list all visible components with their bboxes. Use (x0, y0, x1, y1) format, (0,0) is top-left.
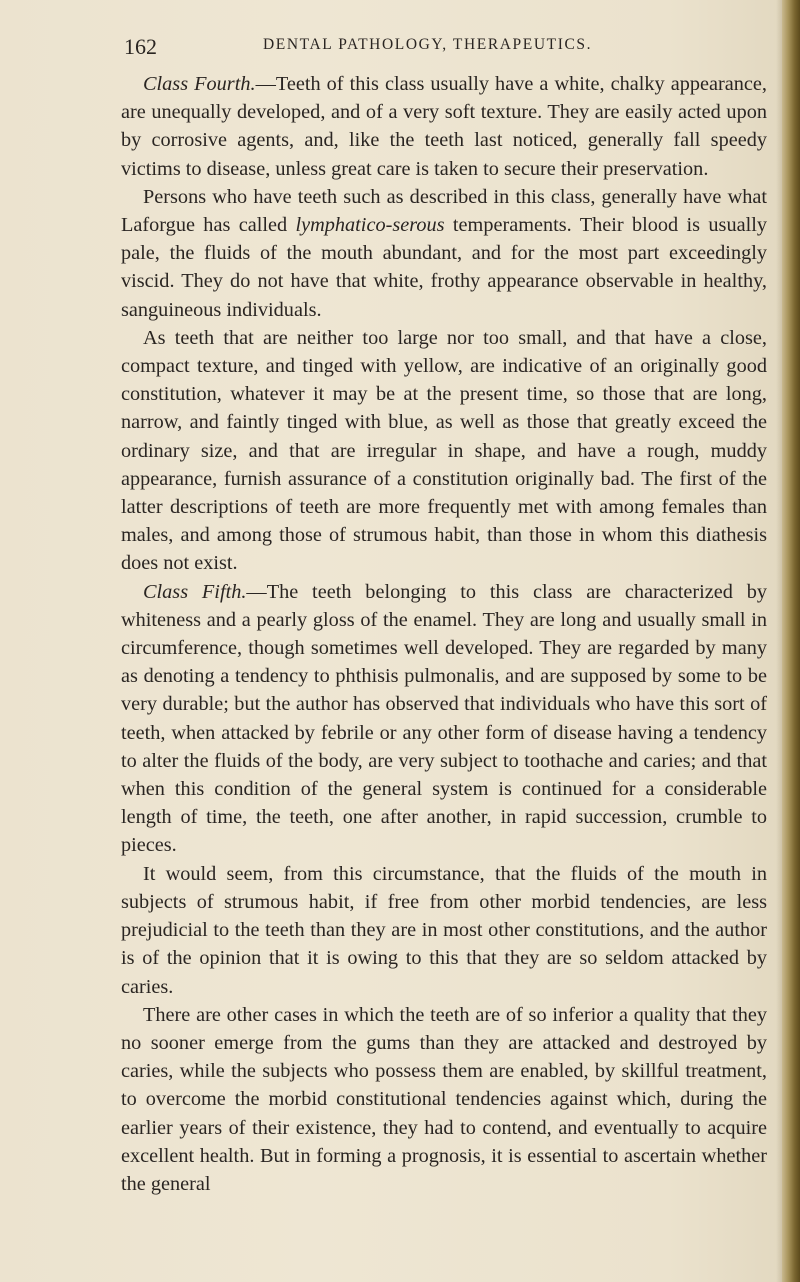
paragraph-text: As teeth that are neither too large nor too small, and that have a close, compact texture, and tinged with yellow, are indicative of an originally good constitution, whatever it may be at the present time, so those that are long, narrow, and faintly tinged with blue, as well as those that greatly exceed the ordinary size, and that are irregular in shape, and have a rough, muddy appearance, furnish assurance of a constitution originally bad. The first of the latter descriptions of teeth are more frequently met with among females than males, and among those of strumous habit, than those in whom this diathesis does not exist. (121, 326, 767, 575)
paragraph-inferior-teeth (121, 1001, 767, 1198)
paragraph-class-fifth (121, 578, 767, 860)
running-head: DENTAL PATHOLOGY, THERAPEUTICS. (263, 36, 593, 53)
paragraph-strumous (121, 860, 767, 1001)
section-lead-class-fifth: Class Fifth. (143, 580, 247, 603)
paragraph-text: There are other cases in which the teeth are of so inferior a quality that they no sooner emerge from the gums than they are attacked and destroyed by caries, while the subjects who possess them are enabled, by skillful treatment, to overcome the morbid constitutional tendencies against which, during the earlier years of their existence, they had to contend, and eventually to acquire excellent health. But in forming a prognosis, it is essential to ascertain whether the general (121, 1003, 767, 1195)
paragraph-text: temperaments. Their blood is usually pale, the fluids of the mouth abundant, and for the most part exceedingly viscid. They do not have that white, frothy appearance observable in healthy, sanguineous individuals. (121, 214, 767, 321)
page-header (124, 30, 724, 64)
paragraph-text: It would seem, from this circumstance, that the fluids of the mouth in subjects of strumous habit, if free from other morbid tendencies, are less prejudicial to the teeth than they are in most other constitutions, and the author is of the opinion that it is owing to this that they are so seldom attacked by caries. (121, 862, 767, 998)
paragraph-class-fourth (121, 70, 767, 183)
paragraph-text: Persons who have teeth such as described in this class, generally have what Laforgue has called (121, 185, 767, 237)
paragraph-temperaments (121, 183, 767, 324)
paragraph-constitution (121, 324, 767, 578)
section-lead-class-fourth: Class Fourth. (143, 73, 256, 95)
book-edge (782, 0, 800, 1282)
page-number: 162 (124, 34, 157, 59)
body-text (121, 70, 767, 1198)
emphasized-term: lymphatico-serous (295, 214, 445, 237)
paragraph-text: —The teeth belonging to this class are characterized by whiteness and a pearly gloss of the enamel. They are long and usually small in circumference, though sometimes well developed. They are regarded by many as denoting a tendency to phthisis pulmonalis, and are supposed by some to be very durable; but the author has observed that individuals who have this sort of teeth, when attacked by febrile or any other form of disease having a tendency to alter the fluids of the body, are very subject to toothache and caries; and that when this condition of the general system is continued for a considerable length of time, the teeth, one after another, in rapid succession, crumble to pieces. (121, 580, 767, 857)
paragraph-text: —Teeth of this class usually have a white, chalky appearance, are unequally developed, and of a very soft texture. They are easily acted upon by corrosive agents, and, like the teeth last noticed, generally fall speedy victims to disease, unless great care is taken to secure their preservation. (121, 73, 767, 180)
